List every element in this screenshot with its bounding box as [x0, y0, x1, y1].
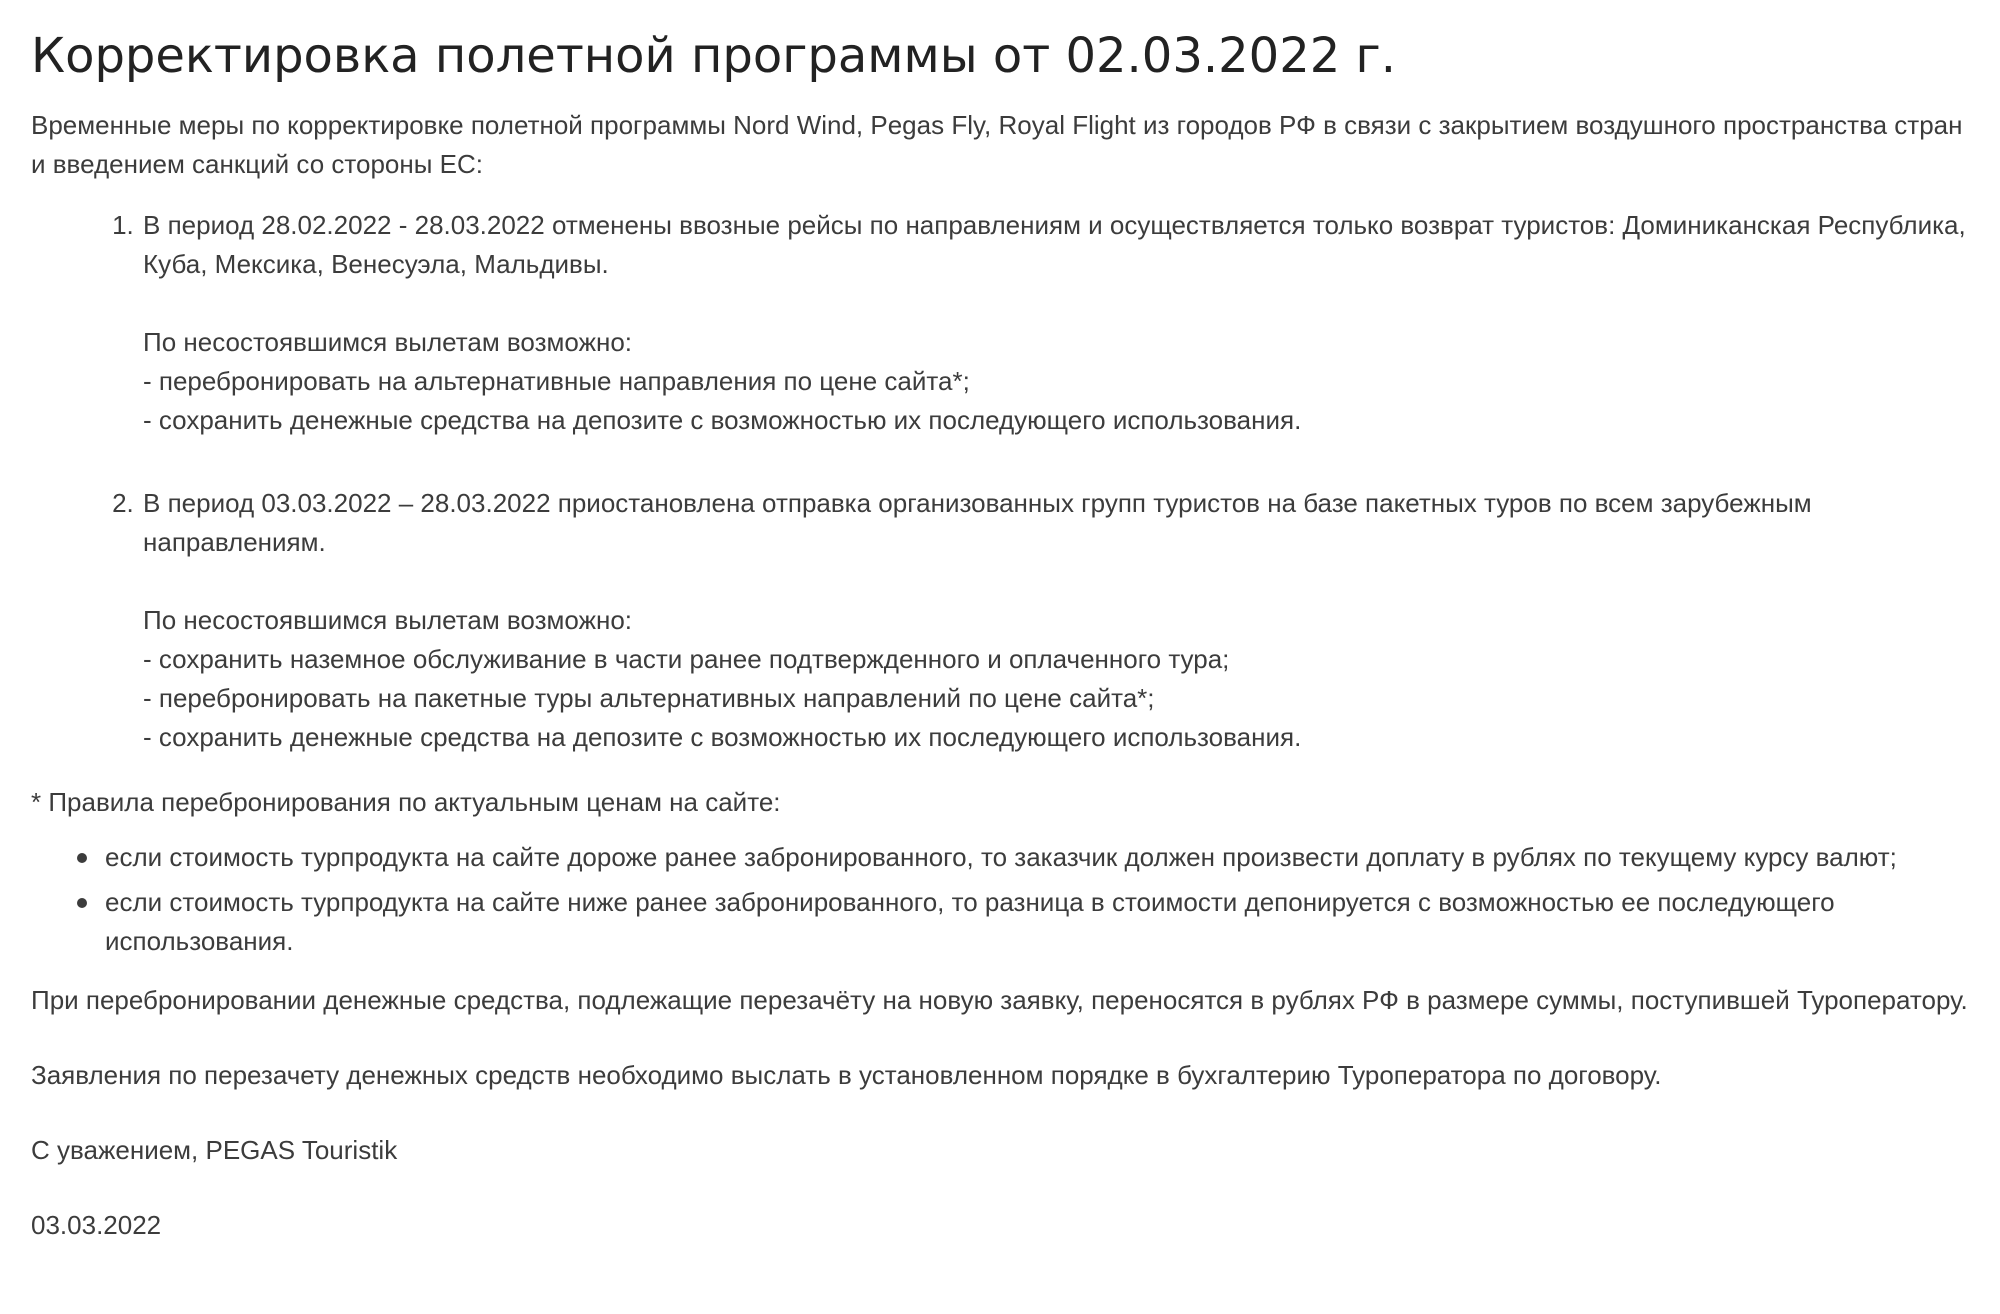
- rebooking-rules-list: [31, 838, 1980, 961]
- option-line: - сохранить денежные средства на депозите с возможностью их последующего использования.: [143, 722, 1302, 752]
- rule-item: [105, 883, 1980, 961]
- bullet-icon: [77, 853, 87, 863]
- measure-2-options: [143, 601, 1980, 757]
- measure-item-1: [141, 206, 1980, 440]
- rebooking-note: При перебронировании денежные средства, подлежащие перезачёту на новую заявку, переносятся в рублях РФ в размере суммы, поступившей Туроператору.: [31, 985, 1968, 1015]
- rule-text: если стоимость турпродукта на сайте ниже ранее забронированного, то разница в стоимости депонируется с возможностью ее последующего использования.: [105, 887, 1835, 956]
- signature: С уважением, PEGAS Touristik: [31, 1135, 398, 1165]
- option-line: - перебронировать на альтернативные направления по цене сайта*;: [143, 366, 970, 396]
- measure-item-2: [141, 484, 1980, 757]
- rebooking-rules-heading: * Правила перебронирования по актуальным ценам на сайте:: [31, 787, 781, 817]
- option-line: - перебронировать на пакетные туры альтернативных направлений по цене сайта*;: [143, 683, 1155, 713]
- option-line: - сохранить денежные средства на депозите с возможностью их последующего использования.: [143, 405, 1302, 435]
- rule-item: [105, 838, 1980, 877]
- bullet-icon: [77, 898, 87, 908]
- rule-text: если стоимость турпродукта на сайте дороже ранее забронированного, то заказчик должен произвести доплату в рублях по текущему курсу валют;: [105, 842, 1897, 872]
- options-heading: По несостоявшимся вылетам возможно:: [143, 327, 632, 357]
- measure-1-text: 1. В период 28.02.2022 - 28.03.2022 отменены ввозные рейсы по направлениям и осуществляется только возврат туристов: Доминиканская Республика, Куба, Мексика, Венесуэла, Мальдивы.: [143, 210, 1966, 279]
- measure-1-options: [143, 323, 1980, 440]
- applications-note: Заявления по перезачету денежных средств необходимо выслать в установленном порядке в бухгалтерию Туроператора по договору.: [31, 1060, 1662, 1090]
- options-heading: По несостоявшимся вылетам возможно:: [143, 605, 632, 635]
- publication-date: 03.03.2022: [31, 1210, 162, 1240]
- measures-list: [31, 206, 1980, 757]
- option-line: - сохранить наземное обслуживание в части ранее подтвержденного и оплаченного тура;: [143, 644, 1230, 674]
- page-title: Корректировка полетной программы от 02.03.2022 г.: [31, 28, 1397, 84]
- intro-paragraph: Временные меры по корректировке полетной программы Nord Wind, Pegas Fly, Royal Flight из городов РФ в связи с закрытием воздушного пространства стран и введением санкций со стороны ЕС:: [31, 110, 1963, 179]
- measure-2-text: 2. В период 03.03.2022 – 28.03.2022 приостановлена отправка организованных групп туристов на базе пакетных туров по всем зарубежным направлениям.: [143, 488, 1812, 557]
